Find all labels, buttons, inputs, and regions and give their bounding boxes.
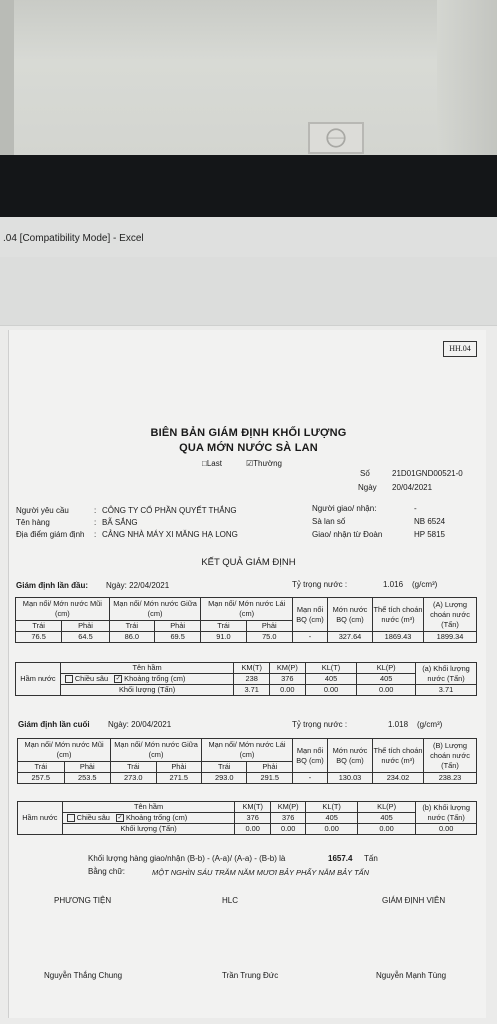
initial-density-value: 1.016 [383,580,404,589]
report-date-value: 20/04/2021 [392,483,433,492]
hold-name-header: Tên hầm [60,663,234,674]
total-value: 1657.4 [328,854,353,863]
table-cell: 253.5 [64,773,111,784]
hold-result-header: (b) Khối lượng nước (Tấn) [416,802,477,824]
normal-checkbox[interactable]: ☑ [246,459,254,468]
ceiling-vent [308,122,364,154]
result-title: KẾT QUẢ GIÁM ĐỊNH [201,557,296,568]
header-bq: Mạn nổi BQ (cm) [293,598,328,632]
report-title-line2: QUA MỚN NƯỚC SÀ LAN [179,442,318,454]
sub-trai: Trái [16,621,62,632]
header-lai: Mạn nổi/ Mớn nước Lái (cm) [201,598,293,621]
final-hold-table [17,801,477,835]
table-cell: 376 [270,674,306,685]
background-wall [0,0,497,155]
sub-phai: Phải [246,621,292,632]
words-value: MỘT NGHÌN SÁU TRĂM NĂM MƯƠI BẢY PHẨY NĂM BẢY TẤN [152,868,370,877]
hold-label: Hầm nước [18,802,63,835]
goods-colon: : [94,518,97,527]
table-cell: 293.0 [202,773,247,784]
initial-density-label: Tỷ trọng nước : [292,580,348,589]
table-cell: 405 [357,813,415,824]
sign-vehicle-name: Nguyễn Thắng Chung [44,971,123,980]
hold-name-header: Tên hầm [62,802,235,813]
final-heading: Giám định lần cuối [18,720,90,729]
sub-phai: Phải [64,762,111,773]
fleet-label: Giao/ nhận từ Đoàn [312,530,383,539]
table-cell: 91.0 [201,632,246,643]
barge-value: NB 6524 [414,517,446,526]
sign-inspector: GIÁM ĐỊNH VIÊN [382,896,446,905]
initial-hold-table [15,662,477,696]
report-date-label: Ngày [358,483,377,492]
table-cell: 405 [306,813,358,824]
sign-hlc-name: Trần Trung Đức [222,971,279,980]
report-number-label: Số [360,469,370,478]
table-cell: 64.5 [62,632,110,643]
table-cell: 0.00 [270,685,306,696]
requester-value: CÔNG TY CỔ PHẦN QUYẾT THẮNG [102,506,237,515]
table-cell: 86.0 [109,632,154,643]
sign-vehicle: PHƯƠNG TIỆN [54,896,112,905]
hold-result-value: 0.00 [416,824,477,835]
table-cell: 257.5 [18,773,65,784]
hold-result-value: 3.71 [416,685,477,696]
chieu-sau-checkbox[interactable] [67,814,75,822]
requester-label: Người yêu cầu [16,506,69,515]
wall-edge [0,0,14,155]
hold-label: Hầm nước [16,663,61,696]
form-code-badge: HH.04 [443,341,477,357]
table-cell: 130.03 [328,773,373,784]
table-cell: 376 [235,813,270,824]
chieu-sau-checkbox[interactable] [65,675,73,683]
report-title-line1: BIÊN BẢN GIÁM ĐỊNH KHỐI LƯỢNG [150,427,347,439]
wall-right [437,0,497,155]
last-checkbox[interactable]: □ [202,459,207,468]
table-cell: 238.23 [424,773,477,784]
table-cell: 405 [357,674,416,685]
table-cell: - [293,632,328,643]
hold-col: KM(P) [270,802,305,813]
hold-col: KL(P) [357,802,415,813]
words-label: Bằng chữ: [88,867,125,876]
table-cell: 3.71 [234,685,270,696]
sub-phai: Phải [154,621,200,632]
header-the-tich: Thể tích choán nước (m³) [373,739,424,773]
sub-trai: Trái [111,762,156,773]
hold-depth-row: Chiều sâu ✓ Khoảng trống (cm) [62,813,235,824]
hold-depth-row: Chiều sâu ✓ Khoảng trống (cm) [60,674,234,685]
table-cell: 327.64 [328,632,373,643]
header-giua: Mạn nổi/ Mớn nước Giữa (cm) [111,739,202,762]
header-mui: Mạn nổi/ Mớn nước Mũi (cm) [18,739,111,762]
table-cell: 1899.34 [424,632,477,643]
header-result-b: (B) Lượng choán nước (Tấn) [424,739,477,773]
sub-phai: Phải [247,762,293,773]
header-mui: Mạn nổi/ Mớn nước Mũi (cm) [16,598,110,621]
khoang-trong-checkbox[interactable]: ✓ [117,815,123,822]
table-cell: 76.5 [16,632,62,643]
table-cell: 0.00 [357,685,416,696]
header-mon-bq: Mớn nước BQ (cm) [328,739,373,773]
table-cell: 271.5 [156,773,201,784]
table-cell: 234.02 [373,773,424,784]
initial-draft-table [15,597,477,643]
place-colon: : [94,530,97,539]
hold-col: KL(P) [357,663,416,674]
table-cell: 405 [305,674,357,685]
final-date: Ngày: 20/04/2021 [108,720,172,729]
header-giua: Mạn nổi/ Mớn nước Giữa (cm) [109,598,201,621]
table-cell: 291.5 [247,773,293,784]
table-cell: 273.0 [111,773,156,784]
table-cell: 0.00 [357,824,415,835]
table-cell: 0.00 [235,824,270,835]
sub-trai: Trái [18,762,65,773]
final-density-label: Tỷ trọng nước : [292,720,348,729]
final-density-value: 1.018 [388,720,409,729]
header-mon-bq: Mớn nước BQ (cm) [328,598,373,632]
sign-inspector-name: Nguyễn Mạnh Tùng [376,971,447,980]
khoang-trong-checkbox[interactable]: ✓ [115,676,121,683]
table-cell: 75.0 [246,632,292,643]
table-cell: - [293,773,328,784]
monitor-bezel [0,155,497,217]
hold-col: KL(T) [306,802,358,813]
header-bq: Mạn nổi BQ (cm) [293,739,328,773]
fleet-value: HP 5815 [414,530,445,539]
hold-col: KM(T) [235,802,270,813]
window-title: .04 [Compatibility Mode] - Excel [3,233,144,244]
giver-value: - [414,504,417,513]
final-draft-table [17,738,477,784]
sign-hlc: HLC [222,896,239,905]
sub-trai: Trái [202,762,247,773]
place-value: CẢNG NHÀ MÁY XI MĂNG HẠ LONG [102,530,238,539]
option-last[interactable]: □Last [202,459,222,468]
table-cell: 0.00 [306,824,358,835]
place-label: Địa điểm giám định [16,530,85,539]
sub-phai: Phải [62,621,110,632]
barge-label: Sà lan số [312,517,346,526]
hold-weight-label: Khối lượng (Tấn) [62,824,235,835]
table-cell: 69.5 [154,632,200,643]
total-label: Khối lượng hàng giao/nhận (B-b) - (A-a)/ (A-a) - (B-b) là [88,854,286,863]
excel-title-bar [0,217,497,257]
hold-col: KM(T) [234,663,270,674]
giver-label: Người giao/ nhận: [312,504,377,513]
hold-col: KM(P) [270,663,306,674]
hold-weight-label: Khối lượng (Tấn) [60,685,234,696]
hold-col: KL(T) [305,663,357,674]
table-cell: 0.00 [270,824,305,835]
header-result-a: (A) Lượng choán nước (Tấn) [424,598,477,632]
table-cell: 1869.43 [373,632,424,643]
final-density-unit: (g/cm³) [417,720,443,729]
sub-phai: Phải [156,762,201,773]
sub-trai: Trái [109,621,154,632]
requester-colon: : [94,506,97,515]
report-number-value: 21D01GND00521-0 [392,469,463,478]
header-the-tich: Thể tích choán nước (m³) [373,598,424,632]
initial-density-unit: (g/cm³) [412,580,438,589]
option-normal[interactable]: ☑Thường [246,459,283,468]
initial-date: Ngày: 22/04/2021 [106,581,170,590]
goods-label: Tên hàng [16,518,50,527]
table-cell: 0.00 [305,685,357,696]
initial-heading: Giám định lần đầu: [16,581,89,590]
table-cell: 376 [270,813,305,824]
excel-ribbon[interactable] [0,257,497,326]
total-unit: Tấn [364,854,378,863]
sub-trai: Trái [201,621,246,632]
hold-result-header: (a) Khối lượng nước (Tấn) [416,663,477,685]
header-lai: Mạn nổi/ Mớn nước Lái (cm) [202,739,293,762]
goods-value: BÃ SẮNG [102,518,138,527]
table-cell: 238 [234,674,270,685]
